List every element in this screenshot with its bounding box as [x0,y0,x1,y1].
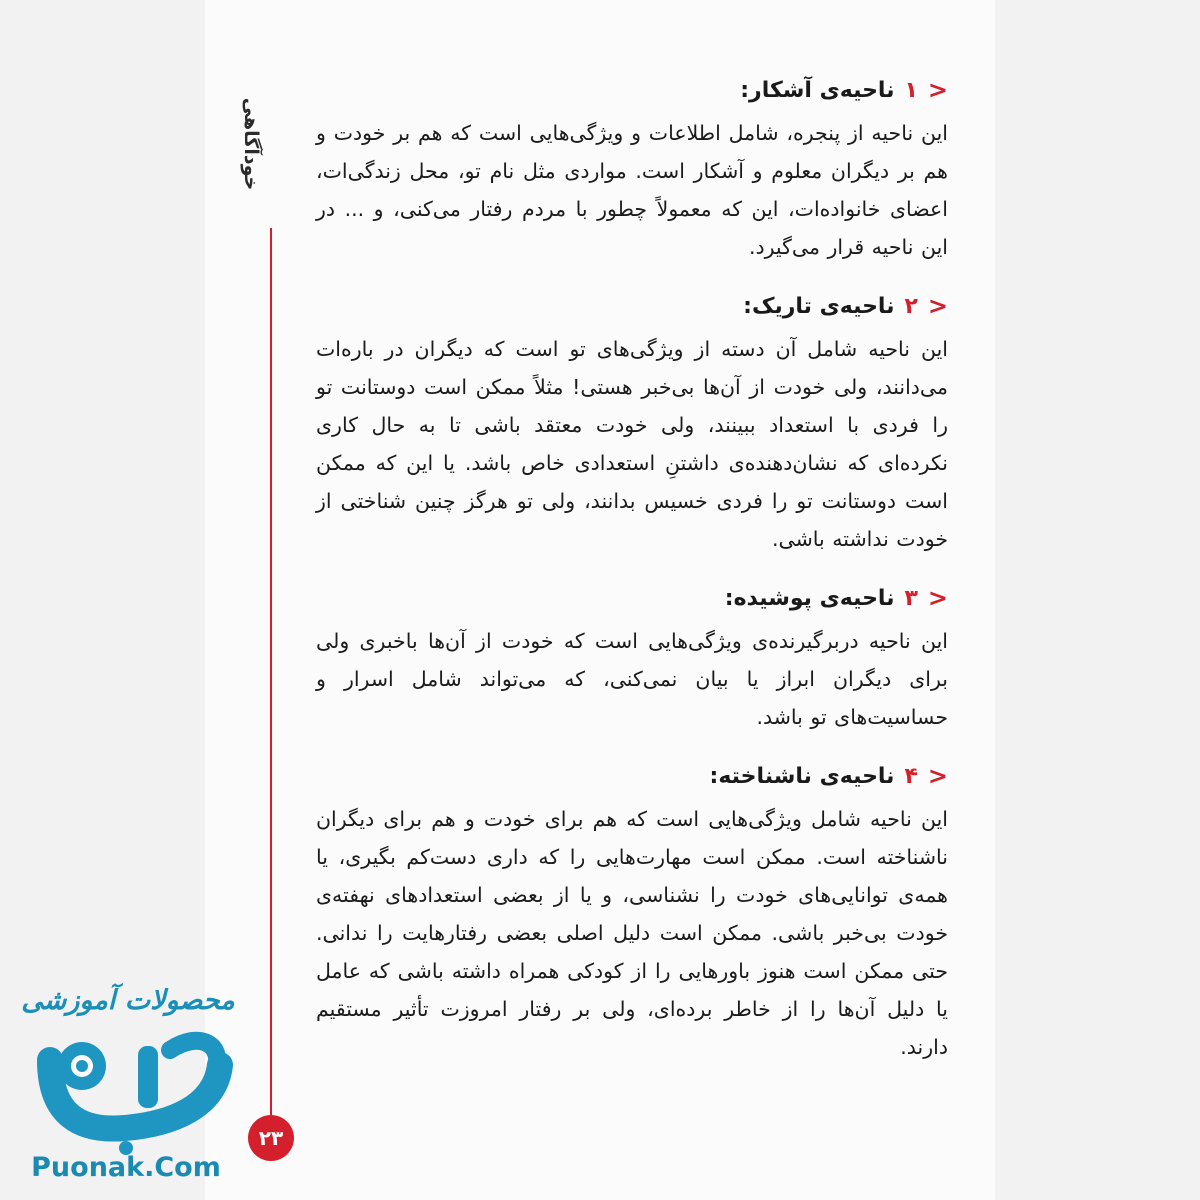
watermark-tagline: محصولات آموزشی [21,985,235,1016]
section-title: ناحیه‌ی آشکار: [740,77,895,103]
section-body: این ناحیه شامل ویژگی‌هایی است که هم برای خودت و هم برای دیگران ناشناخته است. ممکن است مهارت‌هایی را که داری دست‌کم بگیری، یا همه‌ی توانایی‌های خودت را نشناسی، و یا از بعضی استعدادهای نهفته‌ی خودت بی‌خبر باشی. ممکن است دلیل اصلی بعضی رفتارهایت را ندانی. حتی ممکن است هنوز باورهایی را از کودکی همراه داشته باشی که عامل یا دلیل آن‌ها را از خاطر برده‌ای، ولی بر رفتار امروزت تأثیر مستقیم دارند. [316,807,948,1059]
section-body: این ناحیه شامل آن دسته از ویژگی‌های تو است که دیگران در باره‌ات می‌دانند، ولی خودت از آن‌ها بی‌خبر هستی! مثلاً ممکن است دوستانت تو را فردی با استعداد ببینند، ولی خودت معتقد باشی تا به حال کاری نکرده‌ای که نشان‌دهنده‌ی داشتنِ استعدادی خاص باشد. یا این که ممکن است دوستانت تو را فردی خسیس بدانند، ولی تو هرگز چنین شناختی از خودت نداشته باشی. [316,337,948,551]
chevron-icon: < [927,292,948,320]
section-heading [316,756,948,796]
section-blind-area [316,286,948,558]
section-number: ۳ [904,585,918,611]
section-unknown-area [316,756,948,1066]
chevron-icon: < [927,584,948,612]
margin-rule [270,228,272,1120]
chevron-icon: < [927,76,948,104]
section-body: این ناحیه از پنجره، شامل اطلاعات و ویژگی‌هایی است که هم بر خودت و هم بر دیگران معلوم و آشکار است. مواردی مثل نام تو، محل زندگی‌ات، اعضای خانواده‌ات، این که معمولاً چطور با مردم رفتار می‌کنی، و ... در این ناحیه قرار می‌گیرد. [316,121,948,259]
section-heading [316,578,948,618]
page-number-badge: ۲۳ [248,1115,294,1161]
section-hidden-area [316,578,948,736]
watermark-logo [20,1020,242,1155]
section-heading [316,286,948,326]
section-number: ۱ [904,77,918,103]
watermark-url: Puonak.Com [31,1152,221,1183]
section-visible-area [316,70,948,266]
section-title: ناحیه‌ی پوشیده: [724,585,895,611]
section-heading [316,70,948,110]
page-content [316,70,948,1086]
section-number: ۴ [904,763,918,789]
section-body: این ناحیه دربرگیرنده‌ی ویژگی‌هایی است که خودت از آن‌ها باخبری ولی برای دیگران ابراز یا بیان نمی‌کنی، که می‌تواند شامل اسرار و حساسیت‌های تو باشد. [316,629,948,729]
section-title: ناحیه‌ی تاریک: [743,293,895,319]
logo-icon [20,1020,242,1155]
chevron-icon: < [927,762,948,790]
running-title: خودآگاهی [240,97,263,191]
section-title: ناحیه‌ی ناشناخته: [709,763,895,789]
section-number: ۲ [904,293,918,319]
